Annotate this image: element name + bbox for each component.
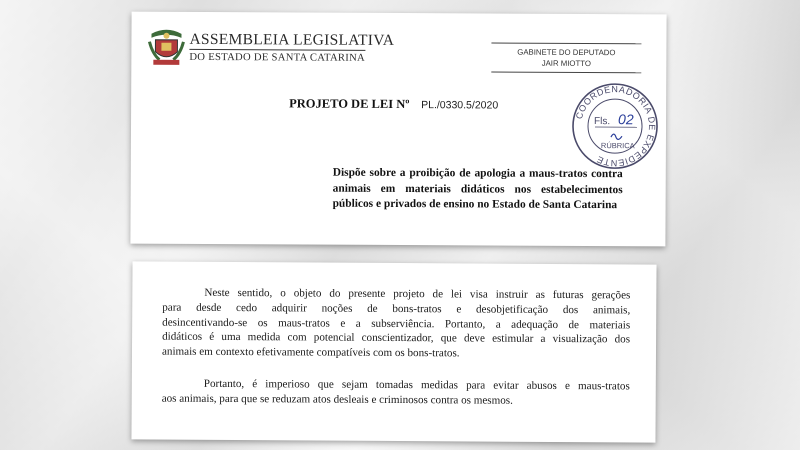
document-header-sheet — [130, 12, 666, 247]
deputy-name: JAIR MIOTTO — [541, 58, 591, 69]
office-stamp-top-rule — [491, 42, 641, 44]
paragraph-line: Neste sentido, o objeto do presente projeto de lei visa instruir as futuras gerações — [204, 286, 631, 302]
state-coat-of-arms-icon — [147, 28, 185, 68]
paragraph-line: para desde cedo adquirir noções de bons-tratos e desobjetificação dos animais, — [162, 301, 631, 317]
assembly-name: ASSEMBLEIA LEGISLATIVA — [189, 30, 395, 49]
bill-number: PL./0330.5/2020 — [421, 99, 499, 112]
stamp-signature-label: RÚBRICA — [600, 141, 635, 151]
signature-scribble-icon — [611, 134, 622, 139]
justification-paragraph-2 — [162, 377, 630, 409]
paragraph-line: Portanto, é imperioso que sejam tomadas medidas para evitar abusos e maus-tratos — [203, 377, 630, 393]
office-label: GABINETE DO DEPUTADO — [517, 47, 616, 58]
paragraph-line: animais em contexto efetivamente compatíveis com os bons-tratos. — [161, 345, 460, 360]
bill-summary: Dispõe sobre a proibição de apologia a maus-tratos contra animais em materiais didáticos nos estabelecimentos públicos e privados de ensino no Estado de Santa Catarina — [332, 166, 623, 212]
stamp-page-number: 02 — [618, 111, 634, 128]
bill-title: PROJETO DE LEI Nº — [289, 96, 410, 112]
paragraph-line: didáticos é uma medida com potencial conscientizador, que deve estimular a visualização dos — [162, 330, 631, 346]
office-stamp-bottom-rule — [491, 71, 641, 73]
page-number-stamp — [571, 82, 659, 170]
paragraph-line: desincentivando-se os maus-tratos e a subserviência. Portanto, a adequação de materiais — [162, 316, 631, 332]
deputy-office-stamp — [491, 42, 641, 81]
justification-sheet — [131, 261, 656, 442]
assembly-state: DO ESTADO DE SANTA CATARINA — [189, 51, 366, 64]
justification-paragraph-1 — [162, 286, 630, 363]
paragraph-line: aos animais, para que se reduzam atos desleais e criminosos contra os mesmos. — [161, 392, 513, 407]
assembly-rule — [189, 49, 365, 51]
stamp-ring-text: COORDENADORIA DE EXPEDIENTE — [573, 84, 658, 169]
assembly-logo — [189, 31, 394, 65]
stamp-fls-label: Fls. — [594, 116, 611, 128]
